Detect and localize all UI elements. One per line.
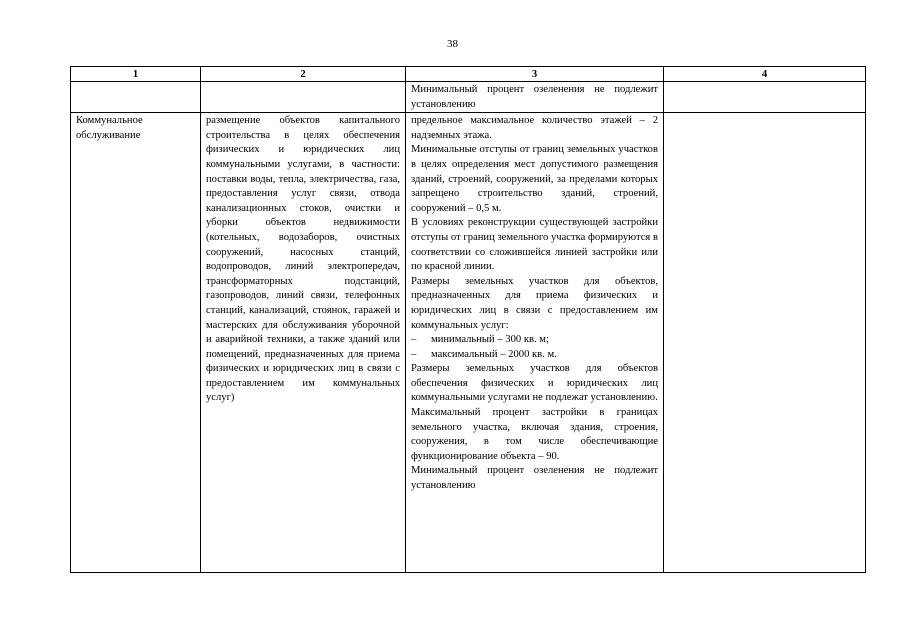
table-row (71, 113, 866, 573)
bullet-dash: – (411, 334, 417, 346)
row2-col1 (71, 113, 201, 573)
parameter-utility-plots: Размеры земельных участков для объектов обеспечения физических и юридических лиц коммунальными услугами не подлежат установлению. (411, 363, 658, 404)
row1-col1 (71, 82, 201, 113)
greening-text: Минимальный процент озеленения не подлежит установлению (411, 84, 658, 110)
header-cell-3: 3 (406, 67, 664, 82)
table-row (71, 82, 866, 113)
use-description: размещение объектов капитального строительства в целях обеспечения физических и юридических лиц коммунальными услугами, в частности: поставки воды, тепла, электричества, газа, предоставления услуг связи, отвода канализационных стоков, очистки и уборки объектов недвижимости (котельных, водозаборов, очистных сооружений, насосных станций, водопроводов, линий электропередач, трансформаторных подстанций, газопроводов, линий связи, телефонных станций, канализаций, стоянок, гаражей и мастерских для обслуживания уборочной и аварийной техники, а также зданий или помещений, предназначенных для приема физических и юридических лиц в связи с предоставлением им коммунальных услуг) (206, 115, 400, 404)
zoning-table (70, 66, 866, 573)
bullet-dash: – (411, 348, 417, 360)
row2-col4 (664, 113, 866, 573)
row1-col2 (201, 82, 406, 113)
table-header-row (71, 67, 866, 82)
parameter-setbacks: Минимальные отступы от границ земельных участков в целях определения мест допустимого размещения зданий, строений, сооружений, за пределами которых запрещено строительство зданий, строений, сооружений – 0,5 м. (411, 144, 658, 214)
bullet-text: максимальный – 2000 кв. м. (431, 348, 557, 360)
parameter-floors: предельное максимальное количество этажей – 2 надземных этажа. (411, 115, 658, 141)
parameter-max-coverage: Максимальный процент застройки в границах земельного участка, включая здания, строения, сооружения, в том числе обеспечивающие функционирование объекта – 90. (411, 407, 658, 462)
row1-col4 (664, 82, 866, 113)
row1-col3 (406, 82, 664, 113)
use-type-name: Коммунальное обслуживание (76, 115, 143, 141)
list-item (411, 333, 658, 348)
parameter-reconstruction: В условиях реконструкции существующей застройки отступы от границ земельного участка формируются в соответствии со сложившейся линией застройки или по красной линии. (411, 217, 658, 273)
header-cell-4: 4 (664, 67, 866, 82)
bullet-text: минимальный – 300 кв. м; (431, 334, 549, 346)
list-item (411, 348, 658, 363)
parameter-plot-sizes: Размеры земельных участков для объектов, предназначенных для приема физических и юридических лиц в связи с предоставлением им коммунальных услуг: (411, 275, 658, 331)
row2-col3 (406, 113, 664, 573)
page-number: 38 (447, 38, 458, 50)
header-cell-2: 2 (201, 67, 406, 82)
header-cell-1: 1 (71, 67, 201, 82)
parameter-min-greening: Минимальный процент озеленения не подлежит установлению (411, 465, 658, 492)
row2-col2 (201, 113, 406, 573)
